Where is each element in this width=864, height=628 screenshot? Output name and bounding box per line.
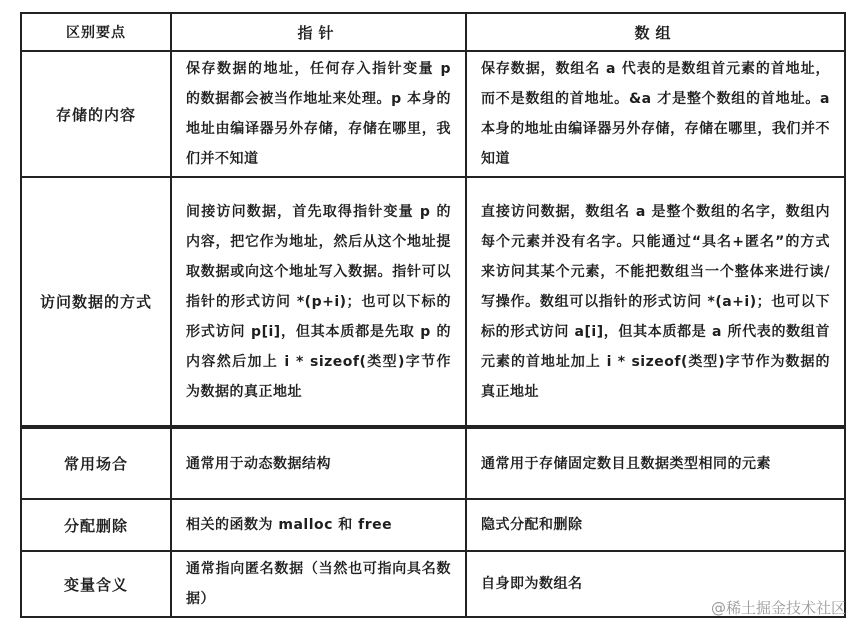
row-label: 存储的内容	[21, 51, 171, 177]
array-cell: 隐式分配和删除	[466, 499, 845, 551]
header-row	[21, 13, 845, 51]
pointer-cell: 通常用于动态数据结构	[171, 427, 466, 499]
comparison-table	[20, 12, 846, 618]
header-pointer: 指针	[171, 13, 466, 51]
row-label: 常用场合	[21, 427, 171, 499]
row-label: 访问数据的方式	[21, 177, 171, 427]
table-row	[21, 51, 845, 177]
pointer-cell: 通常指向匿名数据（当然也可指向具名数据）	[171, 551, 466, 617]
row-label: 变量含义	[21, 551, 171, 617]
array-cell: 保存数据，数组名 a 代表的是数组首元素的首地址，而不是数组的首地址。&a 才是整个数组的首地址。a 本身的地址由编译器另外存储，存储在哪里，我们并不知道	[466, 51, 845, 177]
header-key-points: 区别要点	[21, 13, 171, 51]
array-cell: 通常用于存储固定数目且数据类型相同的元素	[466, 427, 845, 499]
header-array: 数组	[466, 13, 845, 51]
pointer-cell: 保存数据的地址，任何存入指针变量 p 的数据都会被当作地址来处理。p 本身的地址由编译器另外存储，存储在哪里，我们并不知道	[171, 51, 466, 177]
watermark-text: @稀土掘金技术社区	[710, 599, 846, 617]
array-cell: 直接访问数据，数组名 a 是整个数组的名字，数组内每个元素并没有名字。只能通过“具名+匿名”的方式来访问其某个元素，不能把数组当一个整体来进行读/写操作。数组可以指针的形式访问 *(a+i)；也可以下标的形式访问 a[i]，但其本质都是 a 所代表的数组首元素的首地址加上 i * sizeof(类型)字节作为数据的真正地址	[466, 177, 845, 427]
table-row	[21, 499, 845, 551]
row-label: 分配删除	[21, 499, 171, 551]
array-cell: 自身即为数组名	[466, 551, 845, 617]
pointer-cell: 间接访问数据，首先取得指针变量 p 的内容，把它作为地址，然后从这个地址提取数据或向这个地址写入数据。指针可以指针的形式访问 *(p+i)；也可以下标的形式访问 p[i]，但其本质都是先取 p 的内容然后加上 i * sizeof(类型)字节作为数据的真正地址	[171, 177, 466, 427]
table-row	[21, 427, 845, 499]
pointer-cell: 相关的函数为 malloc 和 free	[171, 499, 466, 551]
table-row	[21, 177, 845, 427]
